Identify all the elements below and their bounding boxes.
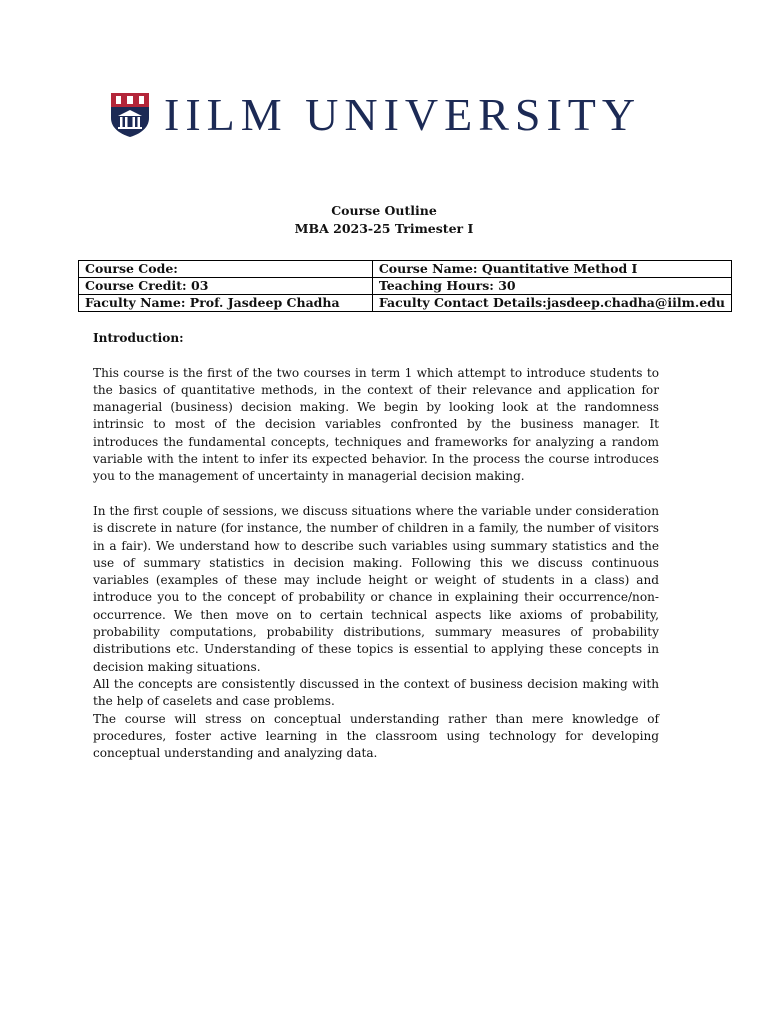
course-outline-title: Course Outline: [331, 203, 437, 218]
university-crest-icon: [110, 92, 150, 138]
table-cell: Teaching Hours: 30: [372, 278, 731, 295]
table-cell: Faculty Contact Details:jasdeep.chadha@iilm.edu: [372, 295, 731, 312]
course-heading: [0, 202, 768, 238]
paragraph: The course will stress on conceptual understanding rather than mere knowledge of procedures, foster active learning in the classroom using technology for developing conceptual understanding and analyzing data.: [93, 711, 659, 761]
table-row: [79, 278, 732, 295]
paragraph: In the first couple of sessions, we discuss situations where the variable under consideration is discrete in nature (for instance, the number of children in a family, the number of visitors in a fair). We understand how to describe such variables using summary statistics and the use of summary statistics in decision making. Following this we discuss continuous variables (examples of these may include height or weight of students in a class) and introduce you to the concept of probability or chance in explaining their occurrence/non-occurrence. We then move on to certain technical aspects like axioms of probability, probability computations, probability distributions, summary measures of probability distributions etc. Understanding of these topics is essential to applying these concepts in decision making situations.: [93, 503, 659, 674]
program-title: MBA 2023-25 Trimester I: [294, 221, 474, 236]
introduction-heading: Introduction:: [93, 331, 184, 345]
table-cell: Course Name: Quantitative Method I: [372, 261, 731, 278]
course-info-table: [78, 260, 732, 312]
paragraph: All the concepts are consistently discussed in the context of business decision making with the help of caselets and case problems.: [93, 676, 659, 709]
table-cell: Course Code:: [79, 261, 373, 278]
table-row: [79, 295, 732, 312]
university-logo: [110, 89, 642, 140]
table-cell: Course Credit: 03: [79, 278, 373, 295]
table-row: [79, 261, 732, 278]
university-name: IILM UNIVERSITY: [164, 89, 642, 140]
paragraph: This course is the first of the two courses in term 1 which attempt to introduce students to the basics of quantitative methods, in the context of their relevance and application for managerial (business) decision making. We begin by looking look at the randomness intrinsic to most of the decision variables confronted by the business manager. It introduces the fundamental concepts, techniques and frameworks for analyzing a random variable with the intent to infer its expected behavior. In the process the course introduces you to the management of uncertainty in managerial decision making.: [93, 365, 659, 484]
introduction-section: [93, 330, 659, 762]
table-cell: Faculty Name: Prof. Jasdeep Chadha: [79, 295, 373, 312]
